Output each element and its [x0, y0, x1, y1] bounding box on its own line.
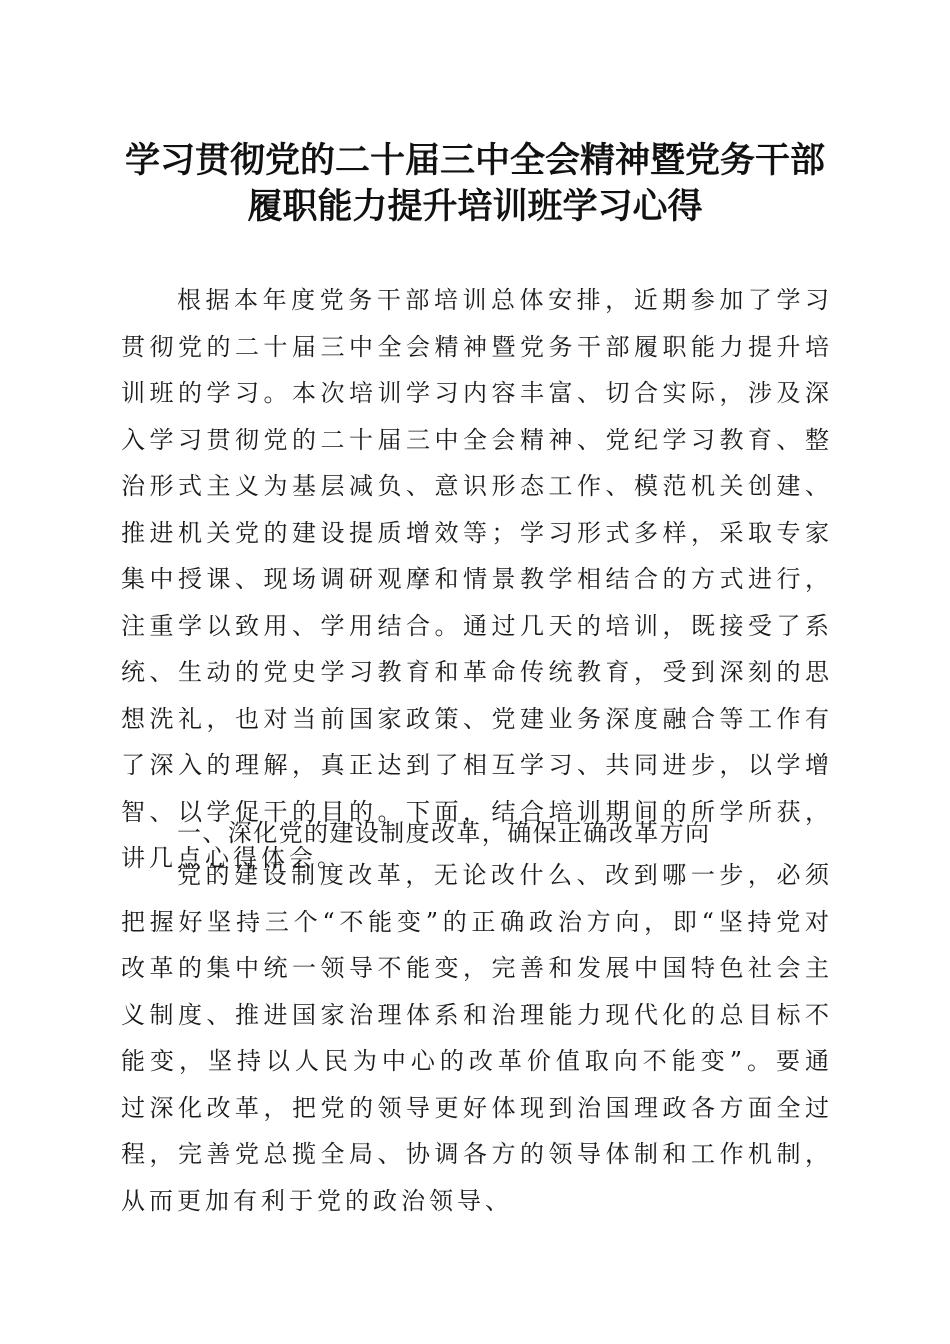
- document-title-line-1: 学习贯彻党的二十届三中全会精神暨党务干部: [124, 140, 825, 181]
- intro-paragraph: 根据本年度党务干部培训总体安排，近期参加了学习贯彻党的二十届三中全会精神暨党务干部履职能力提升培训班的学习。本次培训学习内容丰富、切合实际，涉及深入学习贯彻党的二十届三中全会精神、党纪学习教育、整治形式主义为基层减负、意识形态工作、模范机关创建、推进机关党的建设提质增效等；学习形式多样，采取专家集中授课、现场调研观摩和情景教学相结合的方式进行，注重学以致用、学用结合。通过几天的培训，既接受了系统、生动的党史学习教育和革命传统教育，受到深刻的思想洗礼，也对当前国家政策、党建业务深度融合等工作有了深入的理解，真正达到了相互学习、共同进步，以学增智、以学促干的目的。下面，结合培训期间的所学所获，讲几点心得体会。: [121, 286, 833, 872]
- section-1-paragraph: 党的建设制度改革，无论改什么、改到哪一步，必须把握好坚持三个“不能变”的正确政治方向，即“坚持党对改革的集中统一领导不能变，完善和发展中国特色社会主义制度、推进国家治理体系和治理能力现代化的总目标不能变，坚持以人民为中心的改革价值取向不能变”。要通过深化改革，把党的领导更好体现到治国理政各方面全过程，完善党总揽全局、协调各方的领导体制和工作机制，从而更加有利于党的政治领导、: [121, 861, 833, 1215]
- document-title-line-2: 履职能力提升培训班学习心得: [247, 186, 703, 227]
- section-heading-1: 一、深化党的建设制度改革，确保正确改革方向: [177, 819, 711, 847]
